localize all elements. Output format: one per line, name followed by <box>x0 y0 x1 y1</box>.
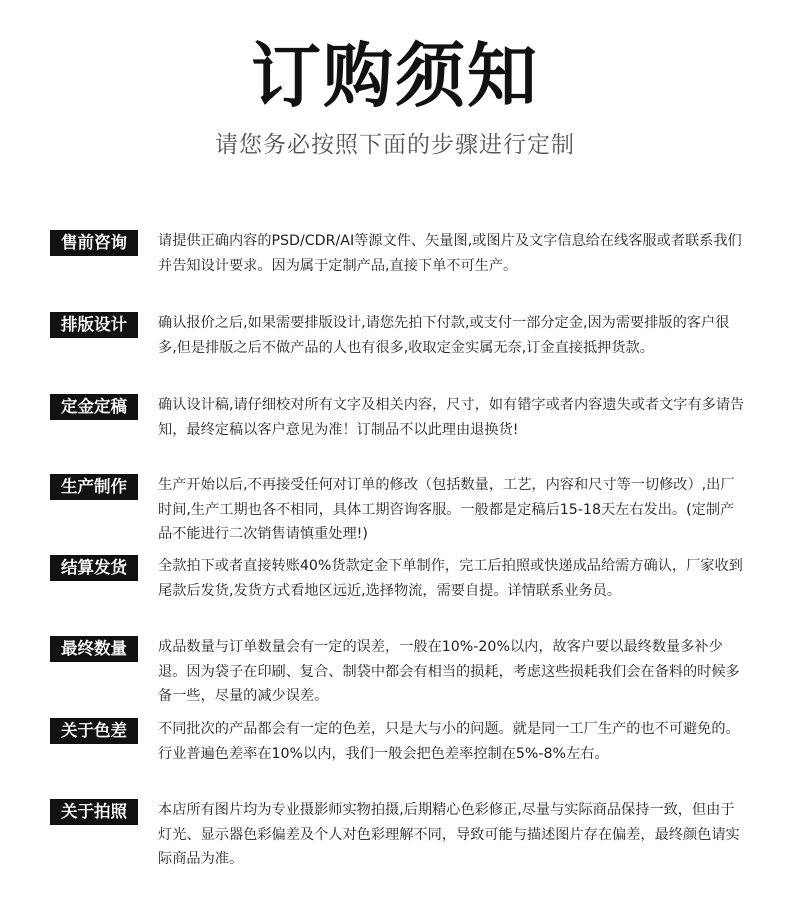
page-title: 订购须知 <box>251 35 539 117</box>
section-label: 生产制作 <box>50 474 138 500</box>
section-label: 关于拍照 <box>50 799 138 825</box>
section-text: 全款拍下或者直接转账40%货款定金下单制作，完工后拍照或快递成品给需方确认，厂家收到尾款后发货,发货方式看地区远近,选择物流，需要自提。详情联系业务员。 <box>158 558 743 599</box>
section-text: 本店所有图片均为专业摄影师实物拍摄,后期精心色彩修正,尽量与实际商品保持一致，但由于灯光、显示器色彩偏差及个人对色彩理解不同，导致可能与描述图片存在偏差，最终颜色请实际商品为准。 <box>158 802 740 867</box>
section-label: 最终数量 <box>50 636 138 662</box>
section-text: 请提供正确内容的PSD/CDR/AI等源文件、矢量图,或图片及文字信息给在线客服或者联系我们并告知设计要求。因为属于定制产品,直接下单不可生产。 <box>158 233 742 274</box>
section-label: 关于色差 <box>50 718 138 744</box>
section-text: 生产开始以后,不再接受任何对订单的修改（包括数量，工艺，内容和尺寸等一切修改）,出厂时间,生产工期也各不相同，具体工期咨询客服。一般都是定稿后15-18天左右发出。(定制产品不能进行二次销售请慎重处理!) <box>158 477 735 542</box>
section-text: 确认报价之后,如果需要排版设计,请您先拍下付款,或支付一部分定金,因为需要排版的客户很多,但是排版之后不做产品的人也有很多,收取定金实属无奈,订金直接抵押货款。 <box>158 315 730 356</box>
section-text: 不同批次的产品都会有一定的色差，只是大与小的问题。就是同一工厂生产的也不可避免的。行业普遍色差率在10%以内，我们一般会把色差率控制在5%-8%左右。 <box>158 721 740 762</box>
section-label: 排版设计 <box>50 312 138 338</box>
section-label: 结算发货 <box>50 555 138 581</box>
page-subtitle: 请您务必按照下面的步骤进行定制 <box>215 132 575 158</box>
section-label: 售前咨询 <box>50 230 138 256</box>
section-text: 成品数量与订单数量会有一定的误差，一般在10%-20%以内，故客户要以最终数量多补少退。因为袋子在印刷、复合、制袋中都会有相当的损耗，考虑这些损耗我们会在备料的时候多备一些，尽量的减少误差。 <box>158 639 740 704</box>
section-label: 定金定稿 <box>50 394 138 420</box>
section-text: 确认设计稿,请仔细校对所有文字及相关内容，尺寸，如有错字或者内容遗失或者文字有多请告知，最终定稿以客户意见为准！订制品不以此理由退换货! <box>158 397 745 438</box>
